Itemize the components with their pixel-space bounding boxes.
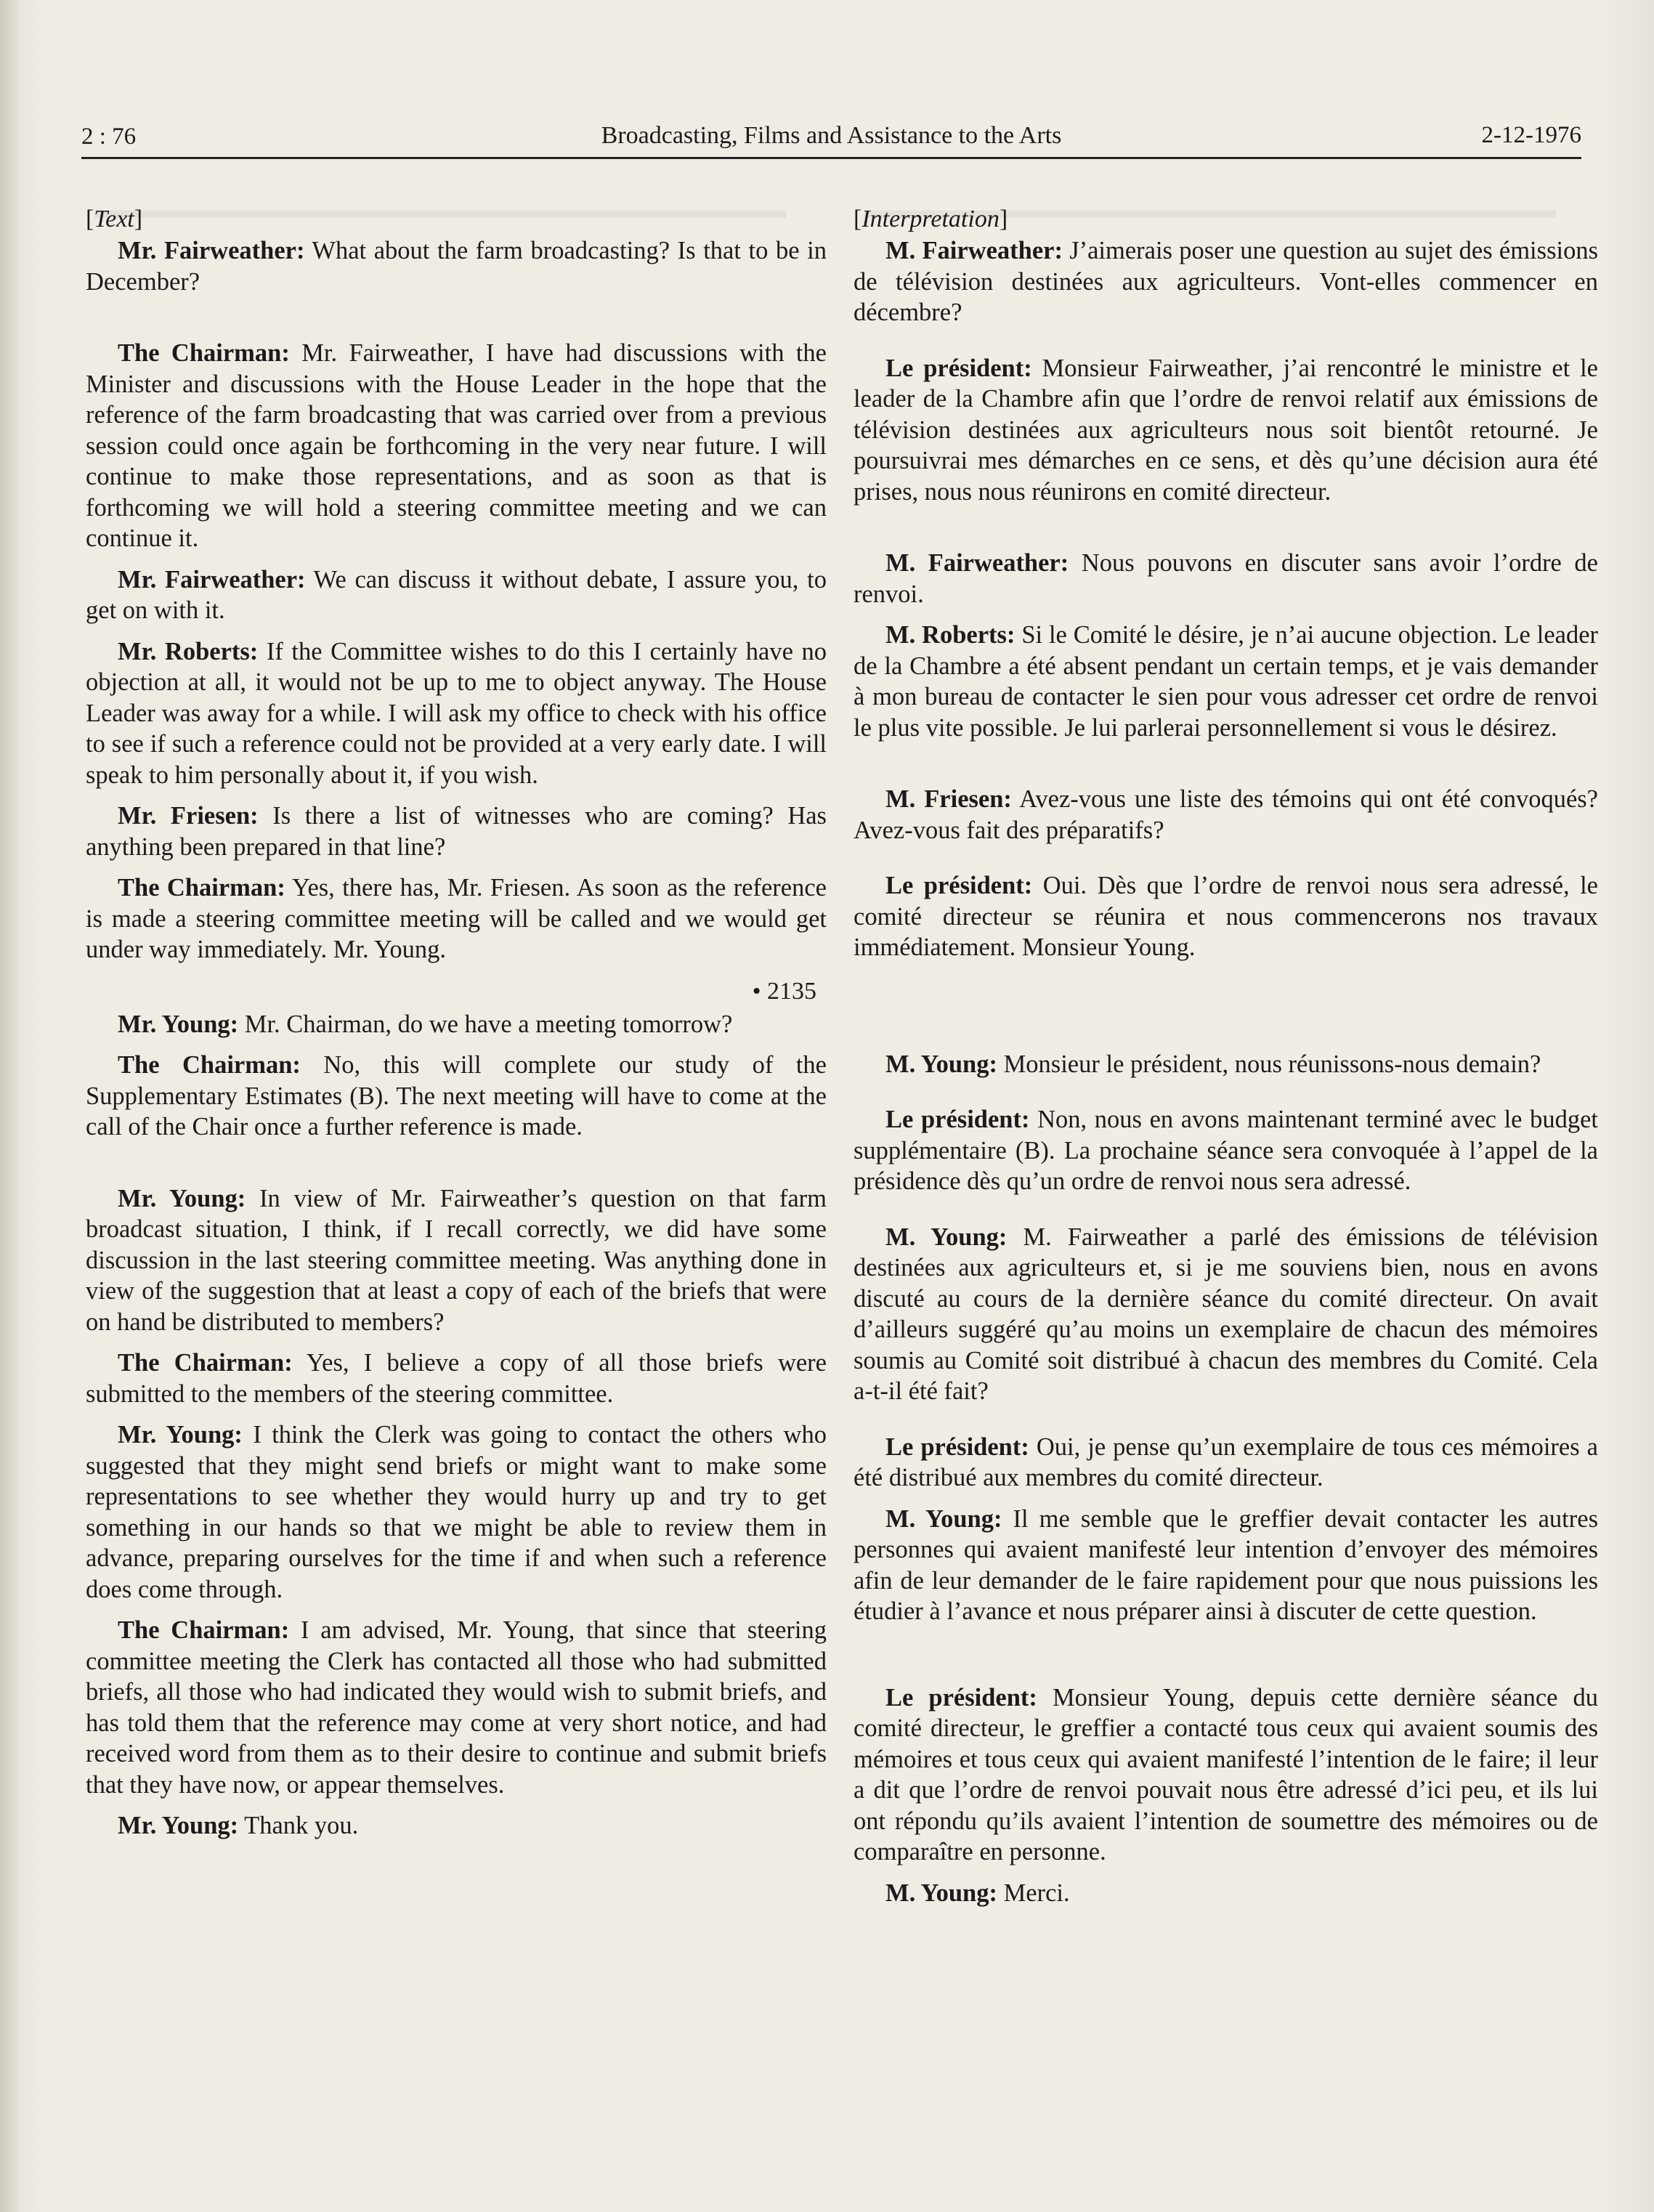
speech-text: Oui, je pense qu’un exemplaire de tous ces mémoires a été distribué aux membres du comité directeur. (854, 1433, 1598, 1491)
transcript-paragraph (86, 1009, 827, 1040)
transcript-paragraph (86, 338, 827, 554)
transcript-paragraph (86, 235, 827, 297)
speaker-name: Mr. Young: (118, 1421, 243, 1449)
text-marker-label: Text (94, 206, 134, 232)
speaker-name: Mr. Young: (118, 1812, 239, 1839)
publication-title: Broadcasting, Films and Assistance to the Arts (601, 122, 1062, 149)
speaker-name: Mr. Fairweather: (118, 565, 306, 593)
english-column (86, 203, 827, 1842)
transcript-paragraph (854, 1104, 1598, 1197)
running-head (81, 119, 1581, 159)
speaker-name: M. Fairweather: (885, 549, 1069, 577)
text-marker: [Text] (86, 206, 143, 232)
speech-text: I think the Clerk was going to contact the others who suggested that they might send briefs or might want to make some representations to see whether they would hurry up and try to get something in our hands so that we might be able to review them in advance, preparing ourselves for the time if and when such a reference does come through. (86, 1421, 827, 1603)
speaker-name: M. Roberts: (885, 621, 1015, 649)
transcript-paragraph (86, 872, 827, 965)
speaker-name: Mr. Fairweather: (118, 237, 305, 264)
speech-text: Yes, I believe a copy of all those briefs were submitted to the members of the steering committee. (86, 1349, 827, 1408)
speech-text: Nous pouvons en discuter sans avoir l’ordre de renvoi. (854, 549, 1598, 608)
french-column (854, 203, 1598, 1908)
transcript-paragraph (86, 1183, 827, 1338)
speech-text: Si le Comité le désire, je n’ai aucune objection. Le leader de la Chambre a été absent pendant un certain temps, et je vais demander à mon bureau de contacter le sien pour vous adresser cet ordre de renvoi le plus vite possible. Je lui parlerai personnellement si vous le désirez. (854, 621, 1598, 742)
speaker-name: The Chairman: (118, 1051, 301, 1079)
speech-text: Monsieur Fairweather, j’ai rencontré le ministre et le leader de la Chambre afin que l’ordre de renvoi relatif aux émissions de télévision destinées aux agriculteurs nous soit bientôt retourné. Je poursuivrai mes démarches en ce sens, et dès qu’une décision aura été prises, nous nous réunirons en comité directeur. (854, 354, 1598, 506)
speech-text: If the Committee wishes to do this I certainly have no objection at all, it would not be up to me to object anyway. The House Leader was away for a while. I will ask my office to check with his office to see if such a reference could not be provided at a very early date. I will speak to him personally about it, if you wish. (86, 637, 827, 789)
speech-text: Yes, there has, Mr. Friesen. As soon as the reference is made a steering committee meeting will be called and we would get under way immediately. Mr. Young. (86, 874, 827, 963)
transcript-paragraph (854, 870, 1598, 963)
speaker-name: Le président: (885, 1106, 1030, 1133)
speaker-name: M. Young: (885, 1223, 1008, 1251)
speaker-name: Mr. Roberts: (118, 637, 259, 665)
speech-text: M. Fairweather a parlé des émissions de télévision destinées aux agriculteurs et, si je me souviens bien, nous en avons discuté au cours de la dernière séance du comité directeur. On avait d’ailleurs suggéré qu’au moins un exemplaire de chacun des mémoires soumis au Comité soit distribué à chacun des membres du Comité. Cela a-t-il été fait? (854, 1223, 1598, 1405)
transcript-paragraph (854, 784, 1598, 846)
transcript-paragraph (86, 636, 827, 791)
transcript-paragraph (854, 548, 1598, 609)
transcript-paragraph (854, 1432, 1598, 1494)
speech-text: Merci. (1003, 1879, 1070, 1907)
speaker-name: The Chairman: (118, 1349, 293, 1377)
speaker-name: Mr. Young: (118, 1010, 239, 1038)
speech-text: Mr. Chairman, do we have a meeting tomorrow? (244, 1010, 733, 1038)
transcript-paragraph (86, 1810, 827, 1842)
page-binding-edge (0, 0, 19, 2212)
transcript-paragraph (86, 801, 827, 862)
transcript-paragraph (86, 564, 827, 626)
speech-text: No, this will complete our study of the Supplementary Estimates (B). The next meeting will have to come at the call of the Chair once a further reference is made. (86, 1051, 827, 1141)
transcript-paragraph (86, 1419, 827, 1605)
speech-text: We can discuss it without debate, I assure you, to get on with it. (86, 565, 827, 624)
transcript-paragraph (854, 1504, 1598, 1627)
page-number: 2 : 76 (81, 123, 137, 150)
speech-text: I am advised, Mr. Young, that since that steering committee meeting the Clerk has contacted all those who had submitted briefs, all those who had indicated they would wish to submit briefs, and has told them that the reference may come at very short notice, and had received word from them as to their desire to continue and submit briefs that they have now, or appear themselves. (86, 1616, 827, 1799)
speaker-name: Le président: (885, 354, 1032, 382)
speech-text: Is there a list of witnesses who are coming? Has anything been prepared in that line? (86, 802, 827, 861)
speaker-name: The Chairman: (118, 1616, 290, 1644)
speech-text: J’aimerais poser une question au sujet des émissions de télévision destinées aux agriculteurs. Vont-elles commencer en décembre? (854, 237, 1599, 326)
speech-text: Monsieur Young, depuis cette dernière séance du comité directeur, le greffier a contacté tous ceux qui avaient soumis des mémoires et tous ceux qui avaient manifesté l’intention de le faire; il leur a dit que l’ordre de renvoi pouvait nous être adressé d’ici peu, et ils lui ont répondu qu’ils avaient l’intention de soumettre des mémoires ou de comparaître en personne. (854, 1683, 1599, 1865)
speaker-name: Le président: (885, 872, 1033, 899)
interpretation-marker: [Interpretation] (854, 206, 1008, 232)
sitting-date: 2-12-1976 (1481, 122, 1581, 148)
speaker-name: M. Young: (885, 1504, 1002, 1533)
transcript-paragraph (854, 1682, 1598, 1868)
time-marker: • 2135 (752, 977, 816, 1005)
speech-text: Il me semble que le greffier devait contacter les autres personnes qui avaient manifesté leur intention d’envoyer des mémoires afin de leur demander de le faire rapidement pour que nous puissions les étudier à l’avance et nous préparer ainsi à discuter de cette question. (854, 1504, 1598, 1625)
speech-text: Avez-vous une liste des témoins qui ont été convoqués? Avez-vous fait des préparatifs? (854, 785, 1598, 844)
transcript-paragraph (854, 1878, 1598, 1909)
speaker-name: M. Fairweather: (885, 237, 1063, 264)
transcript-paragraph (854, 620, 1598, 743)
transcript-paragraph (86, 1615, 827, 1800)
speech-text: Thank you. (244, 1812, 359, 1839)
speech-text: Non, nous en avons maintenant terminé avec le budget supplémentaire (B). La prochaine séance sera convoquée à l’appel de la présidence dès qu’un ordre de renvoi nous sera adressé. (854, 1106, 1599, 1195)
speaker-name: M. Young: (885, 1879, 997, 1907)
speech-text: What about the farm broadcasting? Is that to be in December? (86, 237, 827, 296)
transcript-paragraph (854, 235, 1598, 328)
interpretation-marker-label: Interpretation (862, 206, 1000, 232)
speech-text: Monsieur le président, nous réunissons-nous demain? (1003, 1050, 1541, 1078)
speaker-name: Le président: (885, 1683, 1037, 1711)
speaker-name: M. Young: (885, 1050, 997, 1078)
speaker-name: M. Friesen: (885, 785, 1012, 813)
speaker-name: Mr. Friesen: (118, 802, 259, 830)
transcript-paragraph (854, 1222, 1598, 1407)
speech-text: In view of Mr. Fairweather’s question on that farm broadcast situation, I think, if I recall correctly, we did have some discussion in the last steering committee meeting. Was anything done in view of the suggestion that at least a copy of each of the briefs that were on hand be distributed to members? (86, 1184, 827, 1336)
speech-text: Mr. Fairweather, I have had discussions with the Minister and discussions with the House Leader in the hope that the reference of the farm broadcasting that was carried over from a previous session could once again be forthcoming in the very near future. I will continue to make those representations, and as soon as that is forthcoming we will hold a steering committee meeting and we can continue it. (86, 339, 827, 552)
speaker-name: The Chairman: (118, 874, 285, 902)
speaker-name: The Chairman: (118, 339, 290, 367)
speech-text: Oui. Dès que l’ordre de renvoi nous sera adressé, le comité directeur se réunira et nous commencerons nos travaux immédiatement. Monsieur Young. (854, 872, 1598, 961)
speaker-name: Mr. Young: (118, 1184, 246, 1212)
transcript-paragraph (86, 1050, 827, 1143)
transcript-paragraph (854, 353, 1598, 508)
speaker-name: Le président: (885, 1433, 1029, 1461)
transcript-paragraph (86, 1348, 827, 1409)
transcript-paragraph (854, 1049, 1598, 1080)
